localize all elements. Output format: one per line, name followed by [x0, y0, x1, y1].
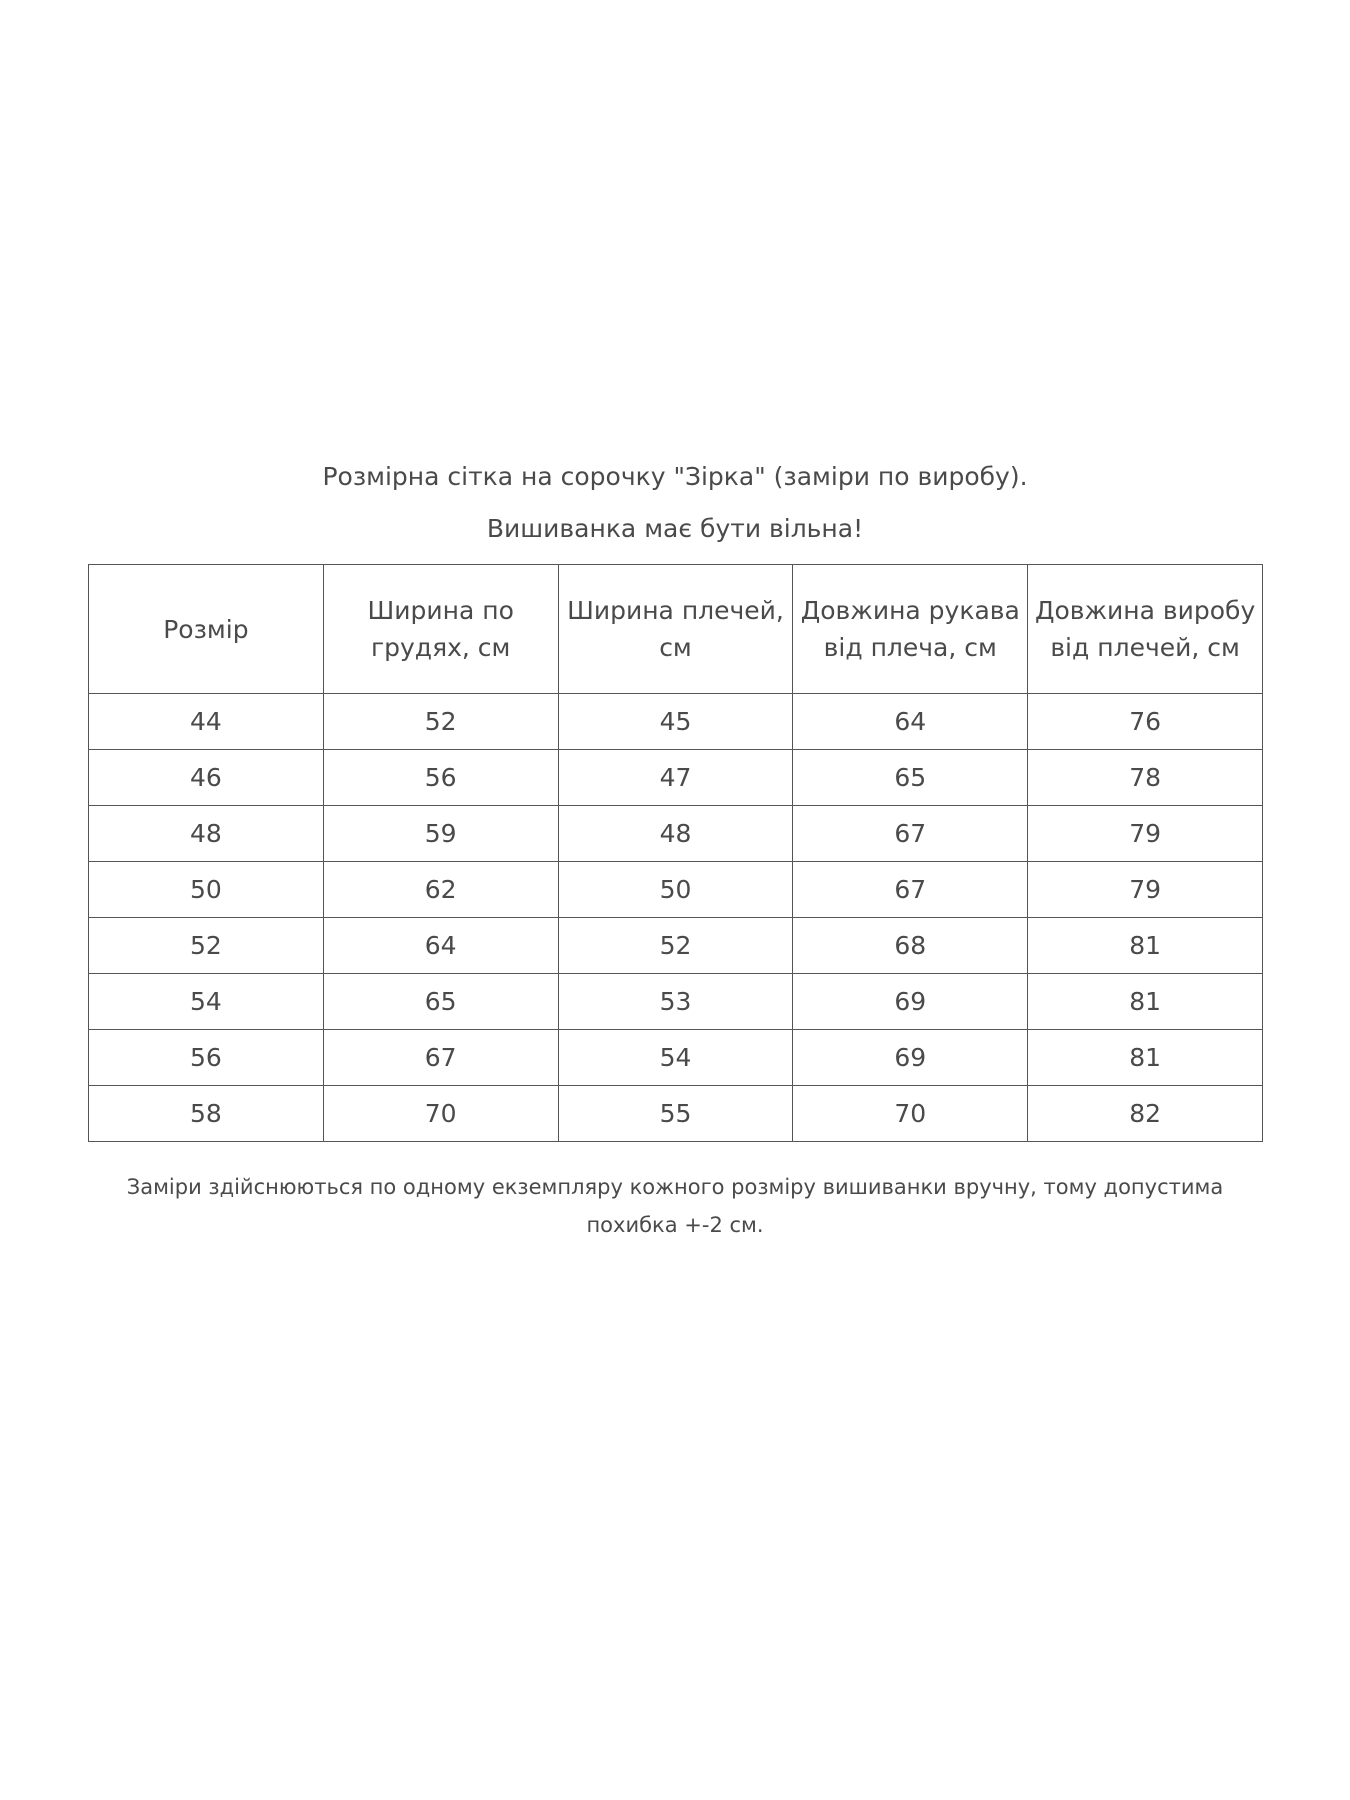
column-header-chest-width: Ширина по грудях, см: [323, 565, 558, 694]
table-cell: 62: [323, 862, 558, 918]
table-cell: 67: [323, 1030, 558, 1086]
column-header-size: Розмір: [89, 565, 324, 694]
table-row: [89, 694, 1263, 750]
page-subtitle: Вишиванка має бути вільна!: [486, 514, 864, 543]
table-cell: 68: [793, 918, 1028, 974]
table-cell: 65: [793, 750, 1028, 806]
table-cell: 45: [558, 694, 793, 750]
table-row: [89, 974, 1263, 1030]
column-header-shoulder-width: Ширина плечей, см: [558, 565, 793, 694]
table-cell: 46: [89, 750, 324, 806]
table-cell: 81: [1028, 918, 1263, 974]
table-cell: 54: [558, 1030, 793, 1086]
table-row: [89, 750, 1263, 806]
table-cell: 54: [89, 974, 324, 1030]
table-cell: 76: [1028, 694, 1263, 750]
table-cell: 67: [793, 806, 1028, 862]
table-cell: 50: [89, 862, 324, 918]
table-cell: 79: [1028, 862, 1263, 918]
table-cell: 59: [323, 806, 558, 862]
table-cell: 70: [793, 1086, 1028, 1142]
table-cell: 81: [1028, 1030, 1263, 1086]
table-cell: 55: [558, 1086, 793, 1142]
table-cell: 69: [793, 1030, 1028, 1086]
table-cell: 56: [323, 750, 558, 806]
table-row: [89, 806, 1263, 862]
table-cell: 70: [323, 1086, 558, 1142]
table-cell: 52: [323, 694, 558, 750]
table-cell: 48: [89, 806, 324, 862]
page-title: Розмірна сітка на сорочку "Зірка" (заміри по виробу).: [322, 462, 1028, 491]
table-cell: 44: [89, 694, 324, 750]
table-cell: 64: [793, 694, 1028, 750]
table-cell: 82: [1028, 1086, 1263, 1142]
table-cell: 48: [558, 806, 793, 862]
table-row: [89, 862, 1263, 918]
table-cell: 52: [89, 918, 324, 974]
table-cell: 56: [89, 1030, 324, 1086]
table-cell: 52: [558, 918, 793, 974]
table-cell: 69: [793, 974, 1028, 1030]
table-cell: 53: [558, 974, 793, 1030]
table-cell: 64: [323, 918, 558, 974]
table-header-row: [89, 565, 1263, 694]
table-row: [89, 1030, 1263, 1086]
table-cell: 50: [558, 862, 793, 918]
table-row: [89, 918, 1263, 974]
table-cell: 58: [89, 1086, 324, 1142]
column-header-sleeve-length: Довжина рукава від плеча, см: [793, 565, 1028, 694]
size-table: [88, 564, 1263, 1142]
measurement-note: Заміри здійснюються по одному екземпляру кожного розміру вишиванки вручну, тому допустима похибка +-2 см.: [126, 1175, 1224, 1237]
table-cell: 47: [558, 750, 793, 806]
table-cell: 67: [793, 862, 1028, 918]
table-cell: 81: [1028, 974, 1263, 1030]
table-row: [89, 1086, 1263, 1142]
table-cell: 65: [323, 974, 558, 1030]
table-cell: 78: [1028, 750, 1263, 806]
table-cell: 79: [1028, 806, 1263, 862]
column-header-garment-length: Довжина виробу від плечей, см: [1028, 565, 1263, 694]
